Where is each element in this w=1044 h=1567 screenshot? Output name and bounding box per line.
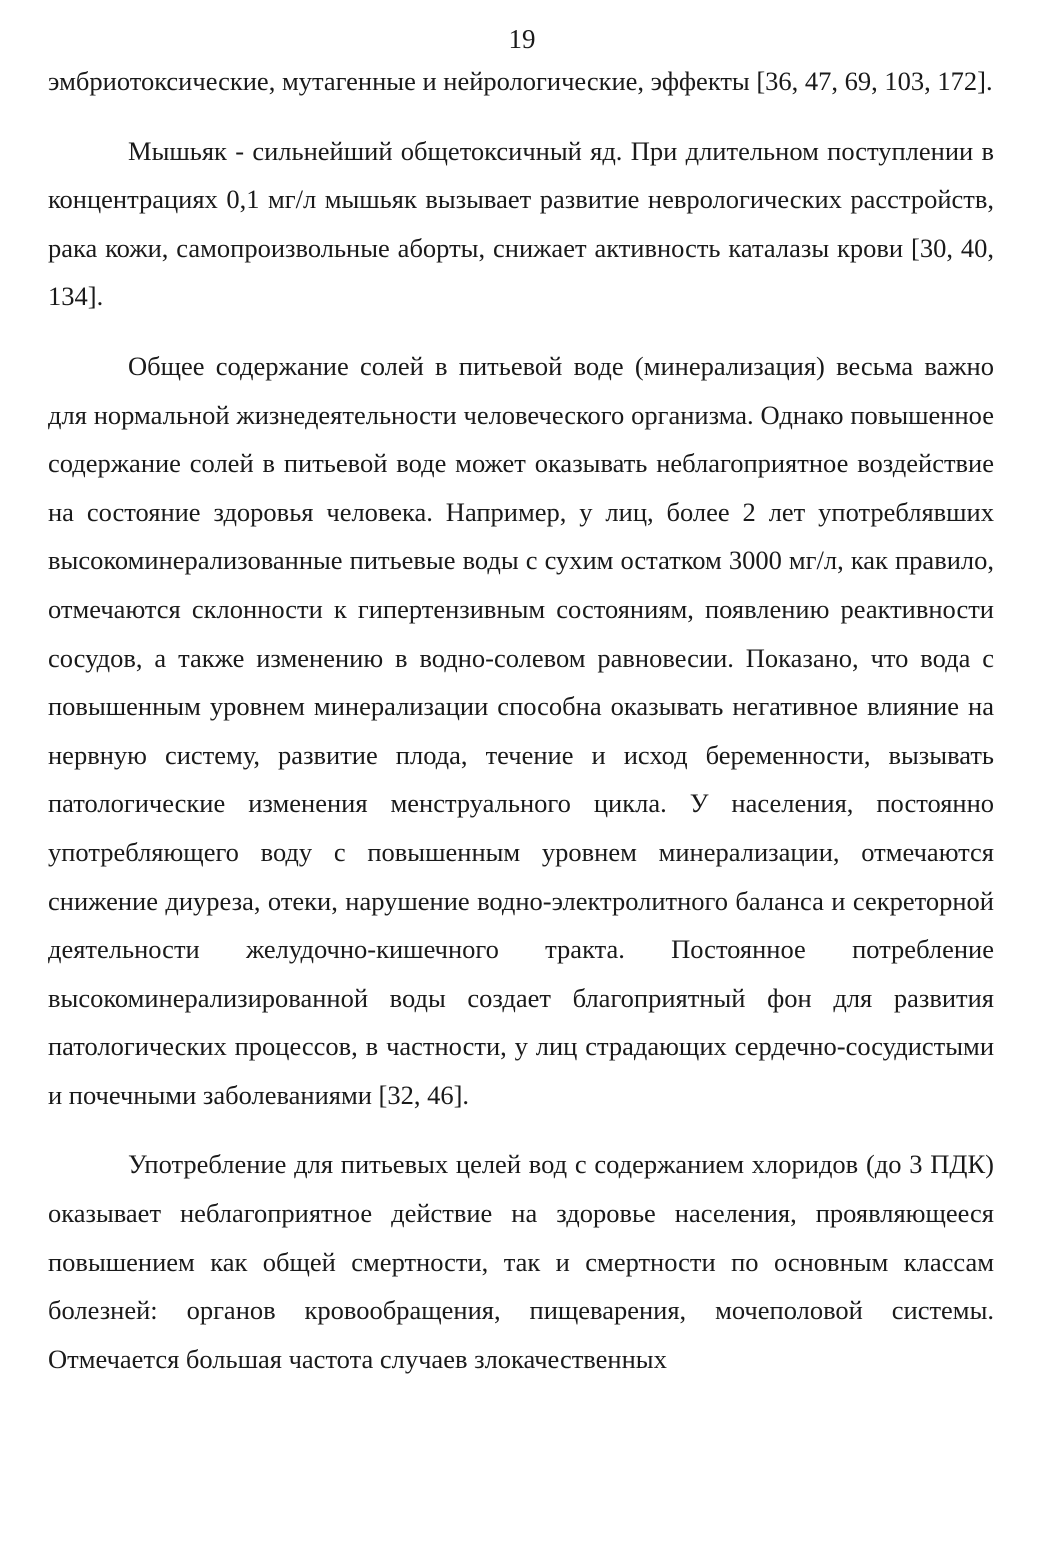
paragraph-continuation: эмбриотоксические, мутагенные и нейрологические, эффекты [36, 47, 69, 103, 172]. [48,66,993,96]
paragraph-mineralization: Общее содержание солей в питьевой воде (минерализация) весьма важно для нормальной жизнедеятельности человеческого организма. Однако повышенное содержание солей в питьевой воде может оказывать неблагоприятное воздействие на состояние здоровья человека. Например, у лиц, более 2 лет употреблявших высокоминерализованные питьевые воды с сухим остатком 3000 мг/л, как правило, отмечаются склонности к гипертензивным состояниям, появлению реактивности сосудов, а также изменению в водно-солевом равновесии. Показано, что вода с повышенным уровнем минерализации способна оказывать негативное влияние на нервную систему, развитие плода, течение и исход беременности, вызывать патологические изменения менструального цикла. У населения, постоянно употребляющего воду с повышенным уровнем минерализации, отмечаются снижение диуреза, отеки, нарушение водно-электролитного баланса и секреторной деятельности желудочно-кишечного тракта. Постоянное потребление высокоминерализированной воды создает благоприятный фон для развития патологических процессов, в частности, у лиц страдающих сердечно-сосудистыми и почечными заболеваниями [32, 46]. [48,350,994,1110]
paragraph-arsenic: Мышьяк - сильнейший общетоксичный яд. При длительном поступлении в концентрациях 0,1 мг/л мышьяк вызывает развитие неврологических расстройств, рака кожи, самопроизвольные аборты, снижает активность каталазы крови [30, 40, 134]. [48,135,994,312]
paragraph-chlorides: Употребление для питьевых целей вод с содержанием хлоридов (до 3 ПДК) оказывает неблагоприятное действие на здоровье населения, проявляющееся повышением как общей смертности, так и смертности по основным классам болезней: органов кровообращения, пищеварения, мочеполовой системы. Отмечается большая частота случаев злокачественных [48,1149,994,1374]
page-number: 19 [508,24,536,54]
page-body [48,57,994,1383]
